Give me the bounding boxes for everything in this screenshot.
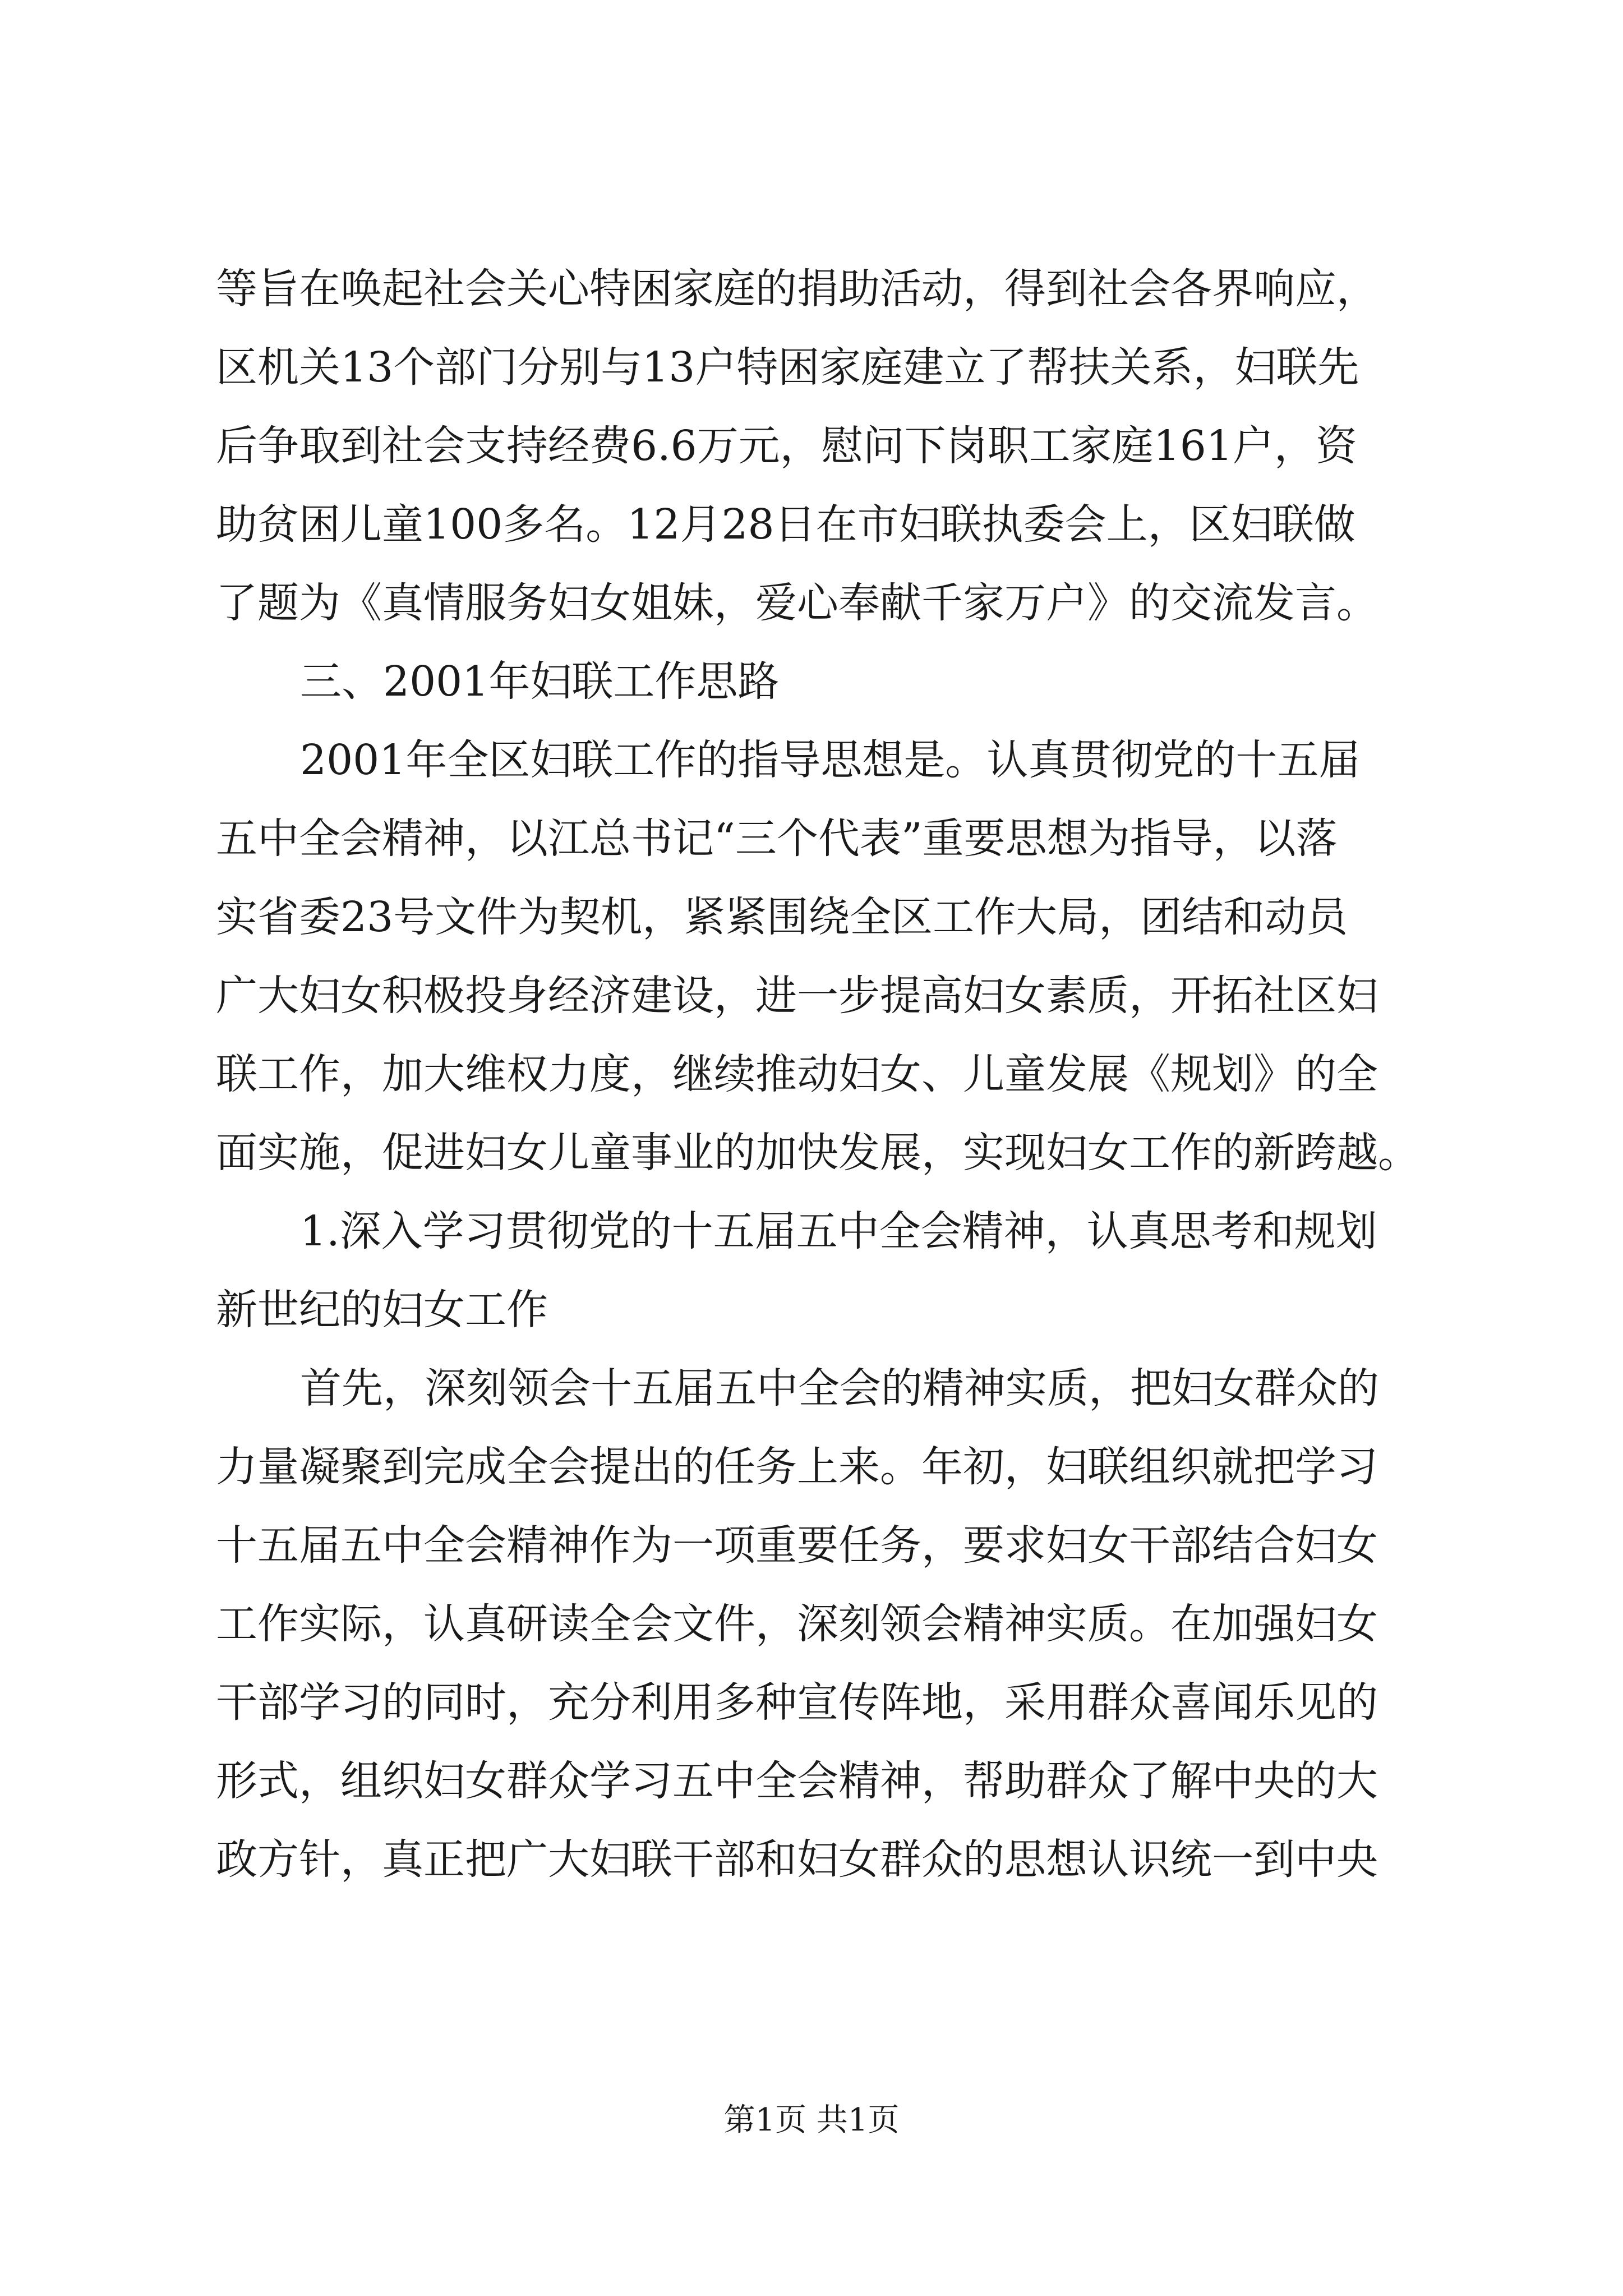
paragraph-line: 面实施，促进妇女儿童事业的加快发展，实现妇女工作的新跨越。	[216, 1129, 1419, 1177]
paragraph-line: 形式，组织妇女群众学习五中全会精神，帮助群众了解中央的大	[216, 1757, 1378, 1805]
subsection-heading: 1.深入学习贯彻党的十五届五中全会精神，认真思考和规划	[300, 1207, 1377, 1255]
paragraph-line: 助贫困儿童100多名。12月28日在市妇联执委会上，区妇联做	[216, 500, 1355, 549]
paragraph-line: 政方针，真正把广大妇联干部和妇女群众的思想认识统一到中央	[216, 1835, 1378, 1884]
page-footer: 第1页 共1页	[723, 2102, 900, 2138]
paragraph-line: 力量凝聚到完成全会提出的任务上来。年初，妇联组织就把学习	[216, 1443, 1378, 1491]
paragraph-line: 十五届五中全会精神作为一项重要任务，要求妇女干部结合妇女	[216, 1521, 1378, 1570]
paragraph-line: 广大妇女积极投身经济建设，进一步提高妇女素质，开拓社区妇	[216, 972, 1378, 1020]
paragraph-line: 工作实际，认真研读全会文件，深刻领会精神实质。在加强妇女	[216, 1600, 1378, 1648]
paragraph-line: 五中全会精神，以江总书记“三个代表”重要思想为指导，以落	[216, 815, 1338, 863]
paragraph-line: 等旨在唤起社会关心特困家庭的捐助活动，得到社会各界响应，	[216, 265, 1378, 313]
paragraph-line: 后争取到社会支持经费6.6万元，慰问下岗职工家庭161户，资	[216, 422, 1357, 470]
paragraph-line: 联工作，加大维权力度，继续推动妇女、儿童发展《规划》的全	[216, 1050, 1378, 1098]
paragraph-line: 首先，深刻领会十五届五中全会的精神实质，把妇女群众的	[300, 1364, 1379, 1412]
paragraph-line: 区机关13个部门分别与13户特困家庭建立了帮扶关系，妇联先	[216, 343, 1359, 392]
section-heading: 三、2001年妇联工作思路	[300, 657, 780, 706]
paragraph-line: 2001年全区妇联工作的指导思想是。认真贯彻党的十五届	[300, 736, 1361, 784]
paragraph-line: 实省委23号文件为契机，紧紧围绕全区工作大局，团结和动员	[216, 893, 1348, 941]
subsection-heading: 新世纪的妇女工作	[216, 1286, 548, 1334]
paragraph-line: 了题为《真情服务妇女姐妹，爱心奉献千家万户》的交流发言。	[216, 579, 1378, 627]
paragraph-line: 干部学习的同时，充分利用多种宣传阵地，采用群众喜闻乐见的	[216, 1678, 1378, 1727]
